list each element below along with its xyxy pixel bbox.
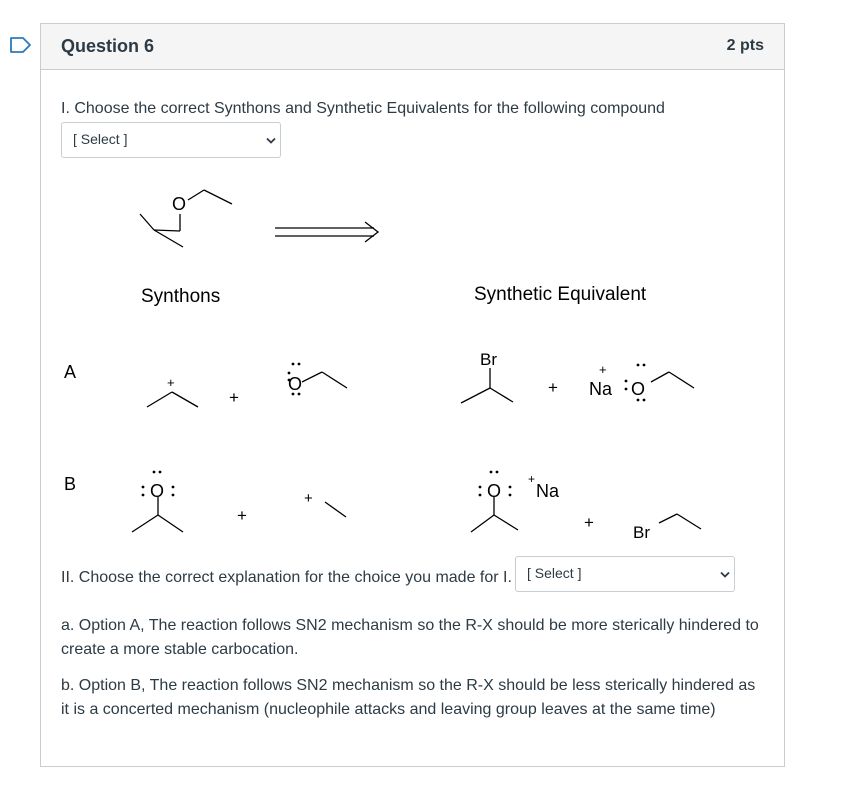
part1-select[interactable]: [61, 122, 281, 158]
a-synthon-bond: [302, 372, 322, 382]
part1-prompt: I. Choose the correct Synthons and Synthetic Equivalents for the following compound: [61, 100, 665, 117]
part2-select[interactable]: [515, 556, 735, 592]
lone-pair-dot: [479, 486, 482, 489]
a-synthon-bond: [322, 372, 347, 388]
lone-pair-dot: [625, 380, 628, 383]
b-cation-charge: +: [304, 490, 313, 507]
chemistry-figure: [40, 170, 785, 550]
row-a-label: A: [64, 362, 77, 382]
a-equiv-bond: [651, 372, 669, 382]
a-sodium: Na: [589, 379, 613, 399]
row-b-label: B: [64, 474, 77, 494]
b-equiv-bond: [677, 514, 701, 529]
a-bromine: Br: [480, 350, 497, 369]
question-points: 2 pts: [726, 37, 764, 54]
a-equiv-oxygen: O: [631, 379, 646, 399]
retro-arrow: [365, 222, 378, 242]
target-bond: [140, 214, 154, 230]
flag-question-icon[interactable]: [10, 37, 32, 53]
lone-pair-dot: [159, 471, 162, 474]
b-equiv-bond: [494, 515, 518, 530]
a-equiv-bond: [669, 372, 694, 388]
synthons-heading: Synthons: [141, 286, 221, 307]
b-equiv-plus-sign: +: [584, 513, 594, 532]
b-bromine: Br: [633, 523, 650, 542]
a-equiv-bond: [461, 388, 490, 403]
a-ethoxide-oxygen: O: [288, 374, 303, 394]
b-synthon-bond: [325, 502, 346, 517]
target-bond: [204, 190, 232, 204]
lone-pair-dot: [509, 486, 512, 489]
target-bond: [188, 190, 204, 200]
lone-pair-dot: [625, 388, 628, 391]
b-synthon-bond: [132, 515, 158, 532]
question-title: Question 6: [61, 36, 155, 56]
a-equiv-plus-sign: +: [548, 378, 558, 397]
chevron-down-icon: [266, 137, 276, 145]
question-header: [41, 24, 784, 70]
b-equiv-oxygen: O: [487, 481, 502, 501]
part1-select-value: [ Select ]: [73, 131, 128, 147]
b-synthon-bond: [158, 515, 183, 532]
lone-pair-dot: [172, 494, 175, 497]
a-synthon-bond: [172, 392, 198, 407]
b-plus-sign: +: [237, 506, 247, 525]
b-sodium: Na: [536, 481, 560, 501]
lone-pair-dot: [490, 471, 493, 474]
lone-pair-dot: [142, 486, 145, 489]
a-cation-charge: +: [167, 375, 175, 390]
b-isopropoxide-oxygen: O: [150, 481, 165, 501]
lone-pair-dot: [643, 364, 646, 367]
lone-pair-dot: [298, 363, 301, 366]
target-bond: [154, 230, 183, 247]
option-b-text: b. Option B, The reaction follows SN2 mechanism so the R-X should be less sterically hindered as it is a concerted mechanism (nucleophile attacks and leaving group leaves at the same time): [61, 677, 756, 718]
lone-pair-dot: [509, 494, 512, 497]
lone-pair-dot: [637, 364, 640, 367]
lone-pair-dot: [496, 471, 499, 474]
a-synthon-bond: [147, 392, 172, 407]
a-equiv-bond: [490, 388, 513, 402]
target-bond: [154, 230, 180, 231]
lone-pair-dot: [153, 471, 156, 474]
b-sodium-charge: +: [528, 472, 536, 486]
part2-select-value: [ Select ]: [527, 565, 582, 581]
lone-pair-dot: [172, 486, 175, 489]
equivalent-heading: Synthetic Equivalent: [474, 284, 647, 305]
lone-pair-dot: [142, 494, 145, 497]
part2-prompt: II. Choose the correct explanation for the choice you made for I.: [61, 569, 512, 586]
a-sodium-charge: +: [599, 362, 607, 377]
lone-pair-dot: [643, 399, 646, 402]
b-equiv-bond: [471, 515, 494, 532]
a-plus-sign: +: [229, 388, 239, 407]
b-equiv-bond: [659, 514, 677, 523]
target-oxygen: O: [172, 194, 187, 214]
lone-pair-dot: [292, 363, 295, 366]
option-a-text: a. Option A, The reaction follows SN2 mechanism so the R-X should be more sterically hindered to create a more stable carbocation.: [61, 617, 759, 658]
lone-pair-dot: [637, 399, 640, 402]
lone-pair-dot: [479, 494, 482, 497]
chevron-down-icon: [720, 571, 730, 579]
